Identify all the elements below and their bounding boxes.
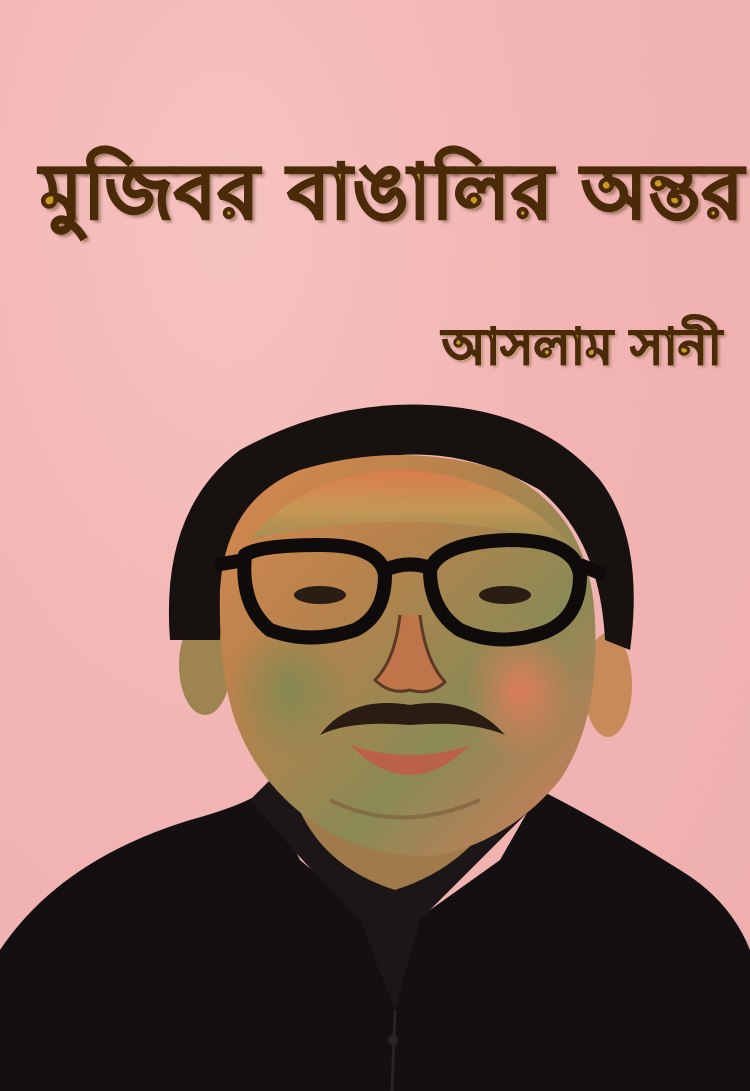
portrait-illustration <box>0 390 750 1091</box>
book-title: মুজিবর বাঙালির অন্তর <box>40 147 745 236</box>
left-eye <box>294 586 346 604</box>
right-eye <box>479 586 531 604</box>
author-name: আসলাম সানী <box>442 318 722 376</box>
